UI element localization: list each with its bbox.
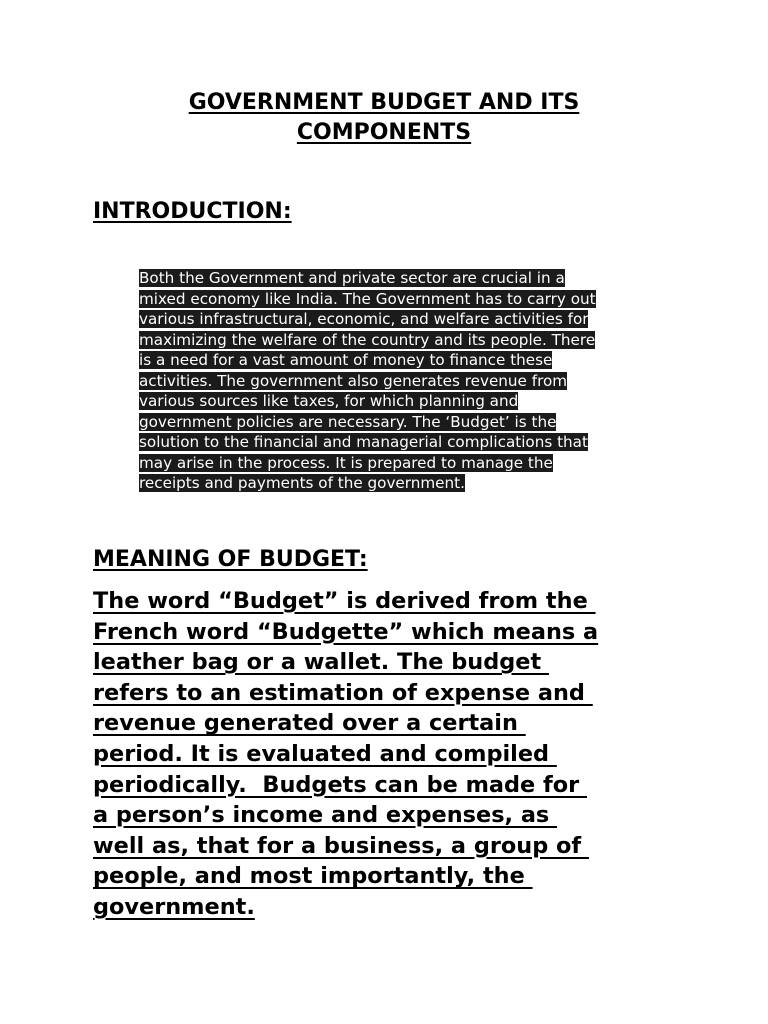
- document-title-line-1: GOVERNMENT BUDGET AND ITS: [188, 90, 580, 115]
- introduction-line: activities. The government also generates revenue from: [139, 371, 568, 390]
- introduction-heading-text: INTRODUCTION:: [93, 199, 292, 224]
- meaning-line: The word “Budget” is derived from the: [93, 588, 596, 614]
- meaning-heading: [93, 545, 368, 575]
- introduction-line: various sources like taxes, for which planning and: [139, 392, 519, 410]
- meaning-heading-text: MEANING OF BUDGET:: [93, 547, 368, 572]
- introduction-line: maximizing the welfare of the country and its people. There: [139, 330, 596, 349]
- meaning-line: government.: [93, 893, 255, 920]
- introduction-line: may arise in the process. It is prepared to manage the: [139, 453, 553, 472]
- document-title-line-2: COMPONENTS: [296, 120, 472, 145]
- introduction-line: solution to the financial and managerial complications that: [139, 433, 588, 451]
- meaning-line: revenue generated over a certain: [93, 710, 526, 737]
- introduction-line: government policies are necessary. The ‘Budget’ is the: [139, 412, 557, 431]
- document-title: [93, 88, 675, 148]
- introduction-line: various infrastructural, economic, and welfare activities for: [139, 310, 589, 328]
- meaning-line: French word “Budgette” which means a: [93, 618, 599, 645]
- introduction-paragraph: [139, 268, 679, 494]
- introduction-line: is a need for a vast amount of money to finance these: [139, 351, 553, 369]
- introduction-line: Both the Government and private sector are crucial in a: [139, 269, 565, 287]
- meaning-line: refers to an estimation of expense and: [93, 679, 593, 706]
- meaning-line: period. It is evaluated and compiled: [93, 740, 557, 767]
- introduction-line: mixed economy like India. The Government has to carry out: [139, 289, 596, 308]
- meaning-line: leather bag or a wallet. The budget: [93, 649, 549, 676]
- meaning-line: well as, that for a business, a group of: [93, 832, 589, 859]
- meaning-line: a person’s income and expenses, as: [93, 802, 558, 829]
- introduction-heading: [93, 197, 292, 227]
- introduction-line: receipts and payments of the government.: [139, 474, 465, 492]
- meaning-line: periodically. Budgets can be made for: [93, 771, 587, 798]
- meaning-line: people, and most importantly, the: [93, 863, 533, 890]
- meaning-paragraph: [93, 586, 693, 923]
